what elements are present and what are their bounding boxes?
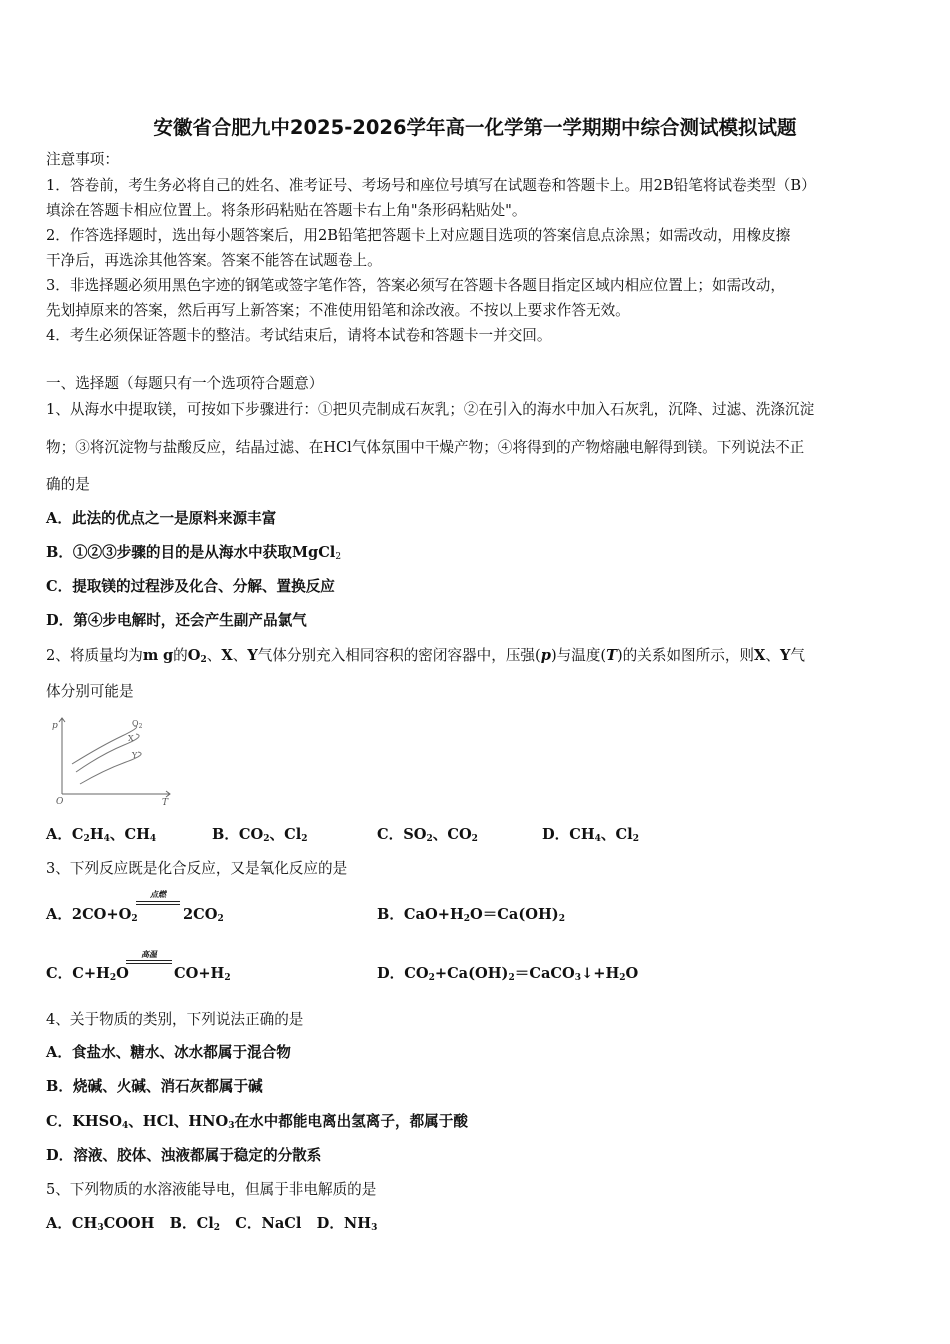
question-5-options[interactable]: A．$CH_3COOH$ B．$Cl_2$ C．NaCl D．$NH_3$ [46, 1215, 378, 1233]
question-1-stem: 确的是 [46, 476, 90, 493]
section-heading: 一、选择题（每题只有一个选项符合题意） [46, 375, 324, 392]
question-3-option-c[interactable]: C．$C+H_2O$ [46, 965, 129, 983]
notice-heading: 注意事项： [46, 151, 119, 168]
question-3-option-a[interactable]: A．$2CO+O_2$ [46, 906, 138, 924]
question-2-option-d[interactable]: D．$CH_4$、$Cl_2$ [542, 826, 639, 844]
curve-o2 [72, 726, 137, 764]
curve-label-y: Y [132, 751, 138, 760]
question-1-stem: 物；③将沉淀物与盐酸反应，结晶过滤、在HCl气体氛围中干燥产物；④将得到的产物熔融电解得到镁。下列说法不正 [46, 439, 805, 456]
question-4-option-c[interactable]: C．$KHSO_4$、HCl、$HNO_3$在水中都能电离出氢离子，都属于酸 [46, 1113, 468, 1131]
pressure-temperature-graph [46, 712, 176, 808]
notice-line: 4．考生必须保证答题卡的整洁。考试结束后，请将本试卷和答题卡一并交回。 [46, 327, 552, 344]
question-2-option-b[interactable]: B．$CO_2$、$Cl_2$ [212, 826, 308, 844]
origin-label: O [56, 797, 64, 807]
question-3-stem: 3、下列反应既是化合反应，又是氧化反应的是 [46, 860, 348, 877]
notice-line: 1．答卷前，考生务必将自己的姓名、准考证号、考场号和座位号填写在试题卷和答题卡上。用2B铅笔将试卷类型（B） [46, 177, 816, 194]
notice-line: 先划掉原来的答案，然后再写上新答案；不准使用铅笔和涂改液。不按以上要求作答无效。 [46, 302, 630, 319]
question-3-option-b[interactable]: B．$CaO+H_2O=Ca(OH)_2$ [377, 906, 565, 924]
question-2-stem: 2、将质量均为m g的$O_2$、X、Y气体分别充入相同容积的密闭容器中，压强(p)与温度(T)的关系如图所示，则X、Y气 [46, 647, 805, 665]
question-2-option-a[interactable]: A．$C_2H_4$、$CH_4$ [46, 826, 157, 844]
equals-bar [126, 960, 172, 961]
question-1-stem: 1、从海水中提取镁，可按如下步骤进行：①把贝壳制成石灰乳；②在引入的海水中加入石灰乳，沉降、过滤、洗涤沉淀 [46, 401, 815, 418]
question-3-option-d[interactable]: D．$CO_2+Ca(OH)_2=CaCO_3↓+H_2O$ [377, 965, 639, 983]
question-1-option-c[interactable]: C．提取镁的过程涉及化合、分解、置换反应 [46, 578, 335, 595]
question-4-stem: 4、关于物质的类别，下列说法正确的是 [46, 1011, 304, 1028]
question-2-stem: 体分别可能是 [46, 683, 134, 700]
notice-line: 3．非选择题必须用黑色字迹的钢笔或签字笔作答，答案必须写在答题卡各题目指定区域内相应位置上；如需改动， [46, 277, 785, 294]
condition-ignite: 点燃 [150, 889, 166, 899]
question-5-stem: 5、下列物质的水溶液能导电，但属于非电解质的是 [46, 1181, 377, 1198]
page-title: 安徽省合肥九中2025-2026学年高一化学第一学期期中综合测试模拟试题 [153, 116, 797, 139]
question-4-option-d[interactable]: D．溶液、胶体、浊液都属于稳定的分散系 [46, 1147, 322, 1164]
question-1-option-b[interactable]: B．①②③步骤的目的是从海水中获取MgCl$_2$ [46, 544, 342, 562]
notice-line: 2．作答选择题时，选出每小题答案后，用2B铅笔把答题卡上对应题目选项的答案信息点涂黑；如需改动，用橡皮擦 [46, 227, 791, 244]
x-axis-label: T [162, 798, 169, 808]
question-3-option-c-product: $CO+H_2$ [174, 965, 231, 983]
question-4-option-b[interactable]: B．烧碱、火碱、消石灰都属于碱 [46, 1078, 263, 1095]
question-1-option-d[interactable]: D．第④步电解时，还会产生副产品氯气 [46, 612, 307, 629]
notice-line: 填涂在答题卡相应位置上。将条形码粘贴在答题卡右上角"条形码粘贴处"。 [46, 202, 527, 219]
equals-bar [136, 904, 180, 905]
question-4-option-a[interactable]: A．食盐水、糖水、冰水都属于混合物 [46, 1044, 291, 1061]
y-axis-label: p [52, 721, 58, 731]
question-2-option-c[interactable]: C．$SO_2$、$CO_2$ [377, 826, 478, 844]
question-3-option-a-product: $2CO_2$ [183, 906, 224, 924]
curve-label-o2: $O_2$ [132, 719, 143, 730]
notice-line: 干净后，再选涂其他答案。答案不能答在试题卷上。 [46, 252, 382, 269]
condition-high-temp: 高温 [141, 949, 157, 959]
equals-bar [126, 963, 172, 964]
equals-bar [136, 901, 180, 902]
curve-label-x: X [128, 734, 134, 743]
question-1-option-a[interactable]: A．此法的优点之一是原料来源丰富 [46, 510, 277, 527]
